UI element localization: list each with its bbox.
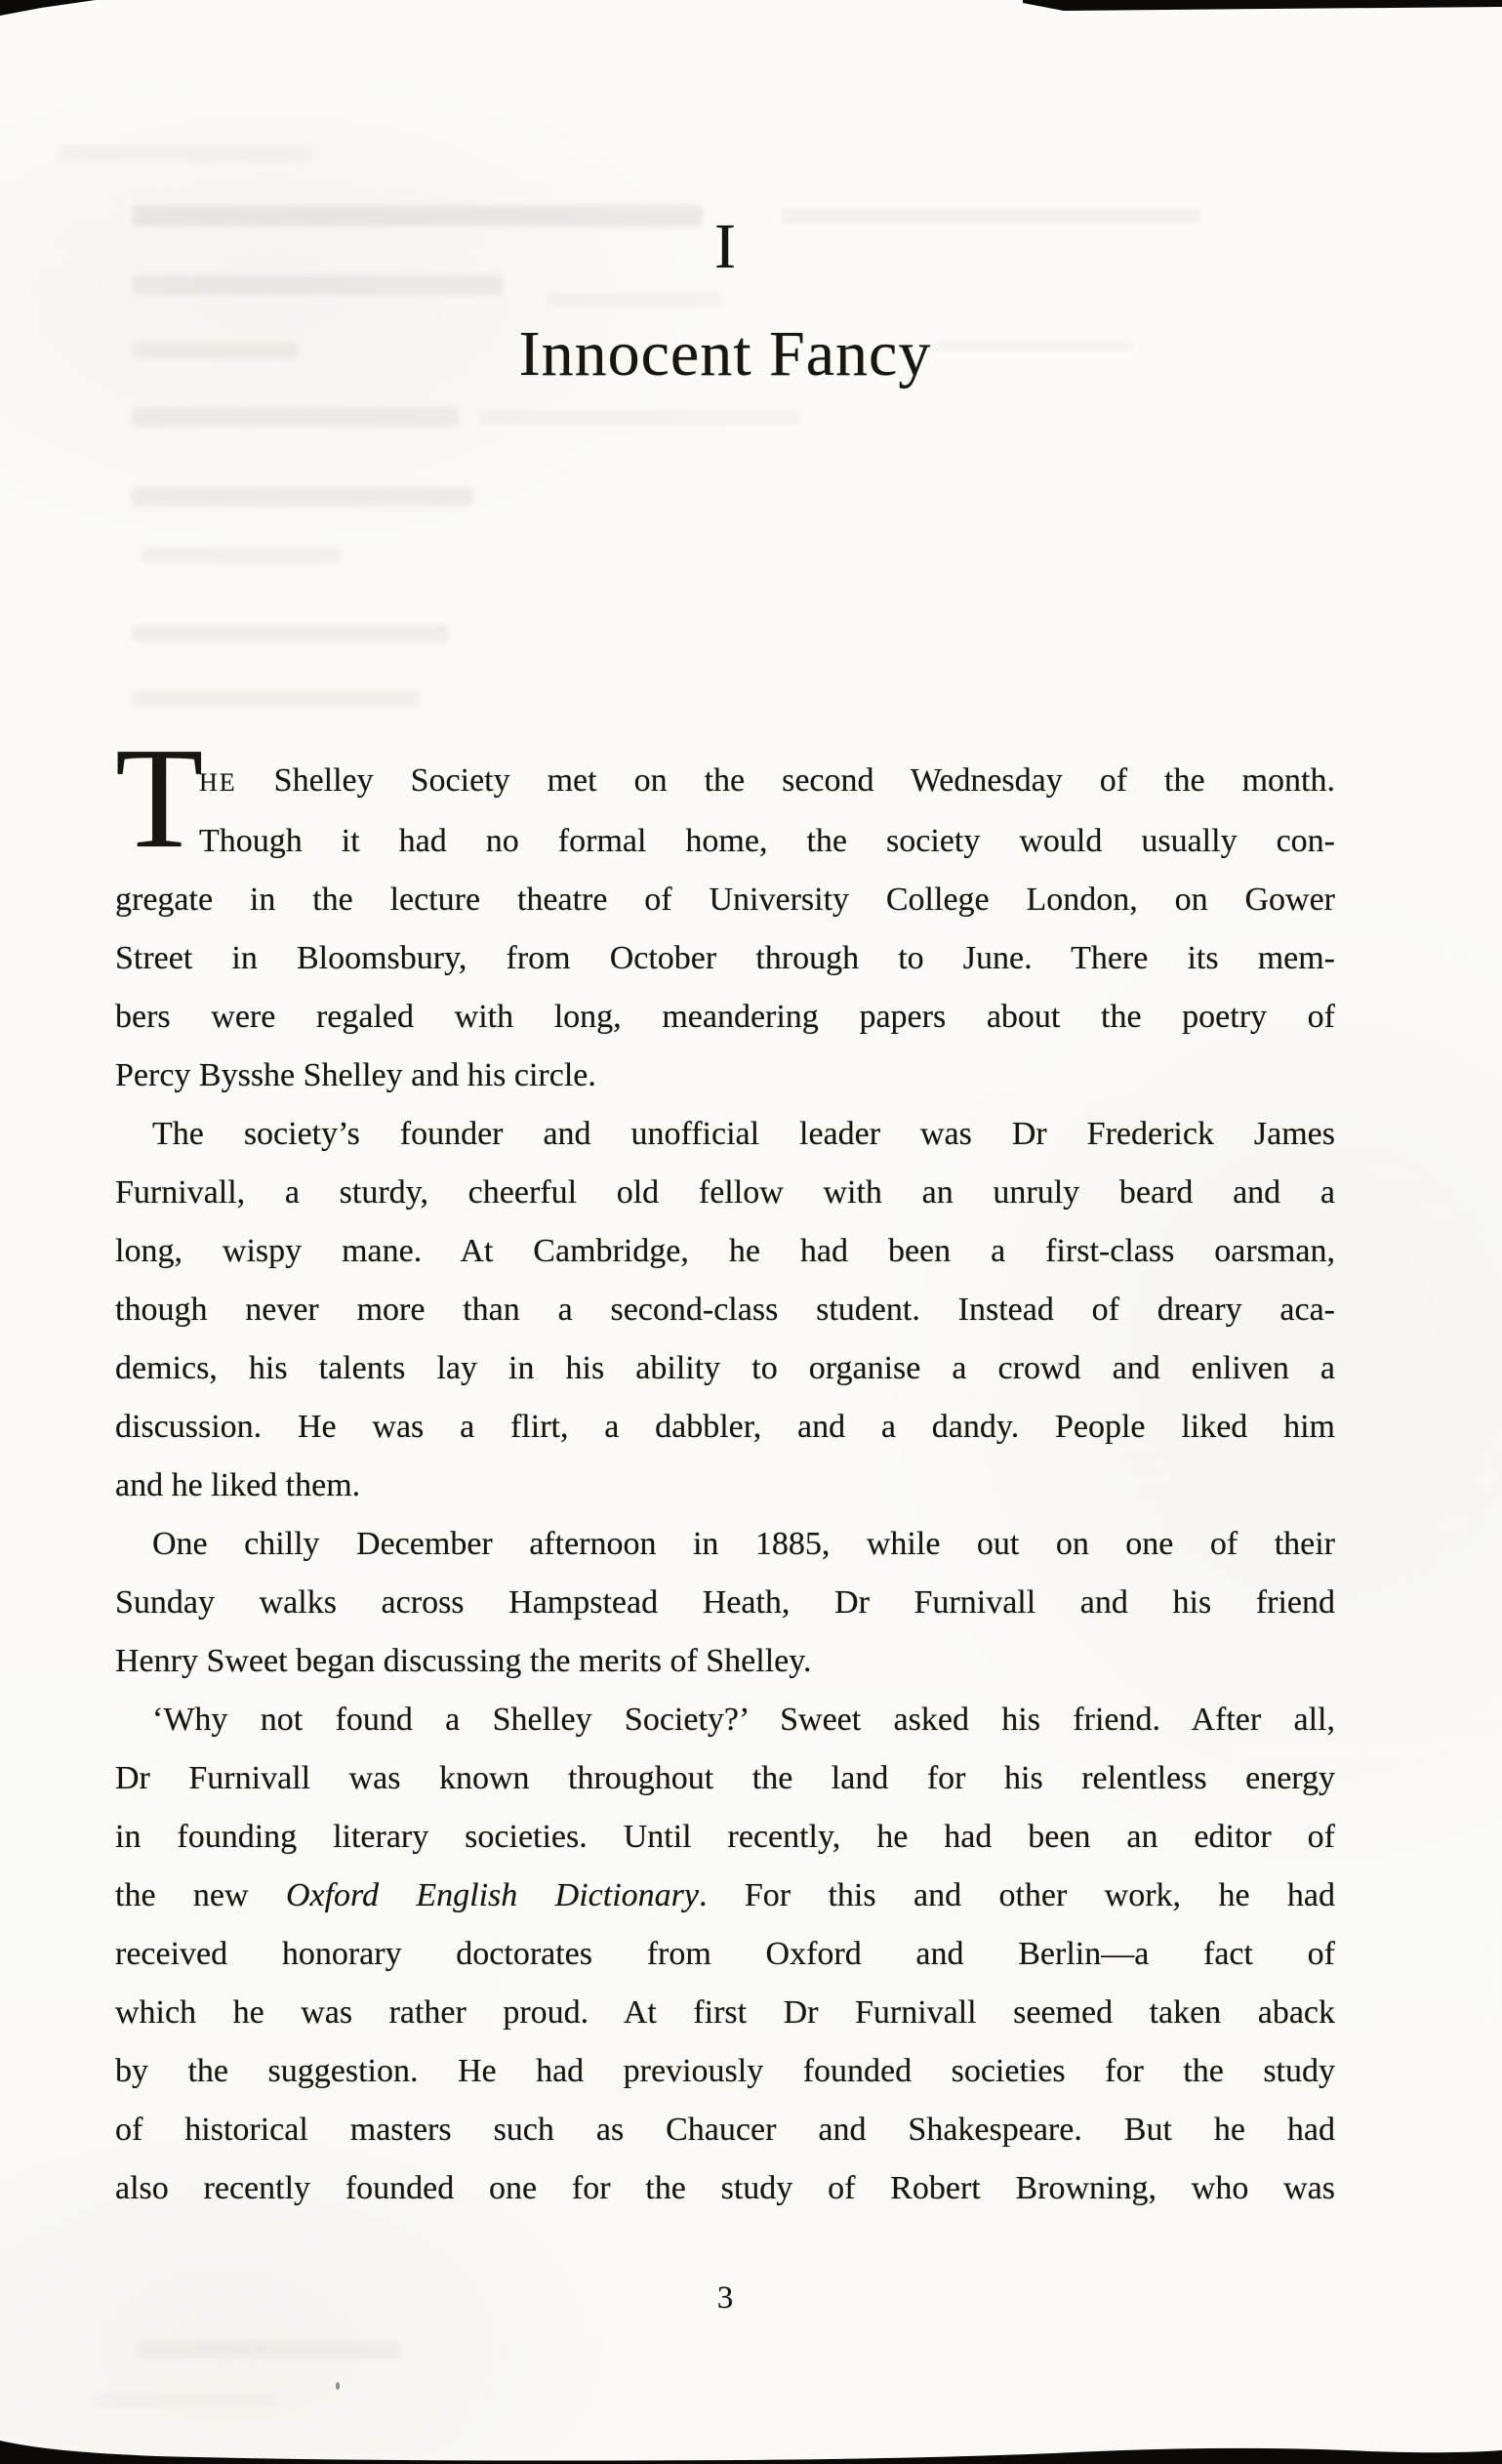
text-segment: Though it had no formal home, the society would usually con- <box>199 823 1335 859</box>
ink-speck <box>336 2382 340 2390</box>
chapter-title: Innocent Fancy <box>518 318 932 390</box>
text-segment: in founding literary societies. Until recently, he had been an editor of <box>115 1819 1335 1855</box>
text-segment: demics, his talents lay in his ability to organise a crowd and enliven a <box>115 1350 1335 1386</box>
text-segment: received honorary doctorates from Oxford and Berlin—a fact of <box>115 1936 1335 1972</box>
bleedthrough-mark <box>137 2341 400 2359</box>
text-segment: One chilly December afternoon in 1885, while out on one of their <box>152 1526 1335 1562</box>
text-segment: Oxford English Dictionary <box>285 1877 699 1913</box>
text-line <box>115 1984 1335 2042</box>
text-line <box>115 1339 1335 1398</box>
text-segment: long, wispy mane. At Cambridge, he had been a first-class oarsman, <box>115 1233 1335 1269</box>
text-line <box>115 1047 1335 1105</box>
paragraph <box>115 1515 1335 1691</box>
text-line <box>115 2159 1335 2218</box>
text-segment: Dr Furnivall was known throughout the land for his relentless energy <box>115 1760 1335 1796</box>
paragraph <box>115 1691 1335 2218</box>
chapter-number: I <box>714 211 736 282</box>
text-line <box>115 2042 1335 2101</box>
text-segment: and he liked them. <box>115 1467 361 1503</box>
text-segment: The society’s founder and unofficial leader was Dr Frederick James <box>152 1116 1335 1152</box>
paragraph <box>115 719 1335 1105</box>
text-line <box>115 812 1335 871</box>
text-line <box>115 2101 1335 2159</box>
text-segment: of historical masters such as Chaucer and Shakespeare. But he had <box>115 2112 1335 2148</box>
scan-edge-top-right <box>1023 0 1502 11</box>
bleedthrough-mark <box>132 407 459 427</box>
text-line <box>115 929 1335 988</box>
text-segment: though never more than a second-class student. Instead of dreary aca- <box>115 1292 1335 1328</box>
bleedthrough-mark <box>93 2394 278 2407</box>
bleedthrough-mark <box>142 548 342 563</box>
bleedthrough-mark <box>478 411 800 426</box>
text-segment: the new <box>115 1877 286 1913</box>
text-line <box>115 1632 1335 1691</box>
text-line <box>115 1515 1335 1574</box>
drop-cap: T <box>115 719 204 879</box>
scan-edge-bottom <box>0 2441 1502 2464</box>
text-line <box>115 871 1335 929</box>
text-segment: ‘Why not found a Shelley Society?’ Sweet asked his friend. After all, <box>152 1702 1335 1738</box>
text-line <box>115 752 1335 812</box>
text-line <box>115 1925 1335 1984</box>
bleedthrough-mark <box>132 487 473 507</box>
text-line <box>115 1749 1335 1808</box>
text-segment: Shelley Society met on the second Wednesday of the month. <box>273 762 1335 799</box>
text-line <box>115 1398 1335 1457</box>
text-line <box>115 1691 1335 1749</box>
text-line <box>115 1457 1335 1515</box>
text-segment: Percy Bysshe Shelley and his circle. <box>115 1057 596 1093</box>
page-number: 3 <box>716 2280 734 2316</box>
text-segment: also recently founded one for the study of Robert Browning, who was <box>115 2170 1335 2206</box>
text-segment: Furnivall, a sturdy, cheerful old fellow with an unruly beard and a <box>115 1174 1335 1211</box>
text-line <box>115 1574 1335 1632</box>
text-segment: by the suggestion. He had previously founded societies for the study <box>115 2053 1335 2089</box>
text-line <box>115 1867 1335 1925</box>
bleedthrough-mark <box>547 293 722 307</box>
text-line <box>115 1164 1335 1222</box>
text-segment: which he was rather proud. At first Dr Furnivall seemed taken aback <box>115 1994 1335 2031</box>
text-line <box>115 1808 1335 1867</box>
bleedthrough-mark <box>132 690 420 708</box>
text-segment: HE <box>199 768 274 797</box>
text-segment: discussion. He was a flirt, a dabbler, and a dandy. People liked him <box>115 1409 1335 1445</box>
text-line <box>115 1105 1335 1164</box>
text-line <box>115 1222 1335 1281</box>
text-block <box>115 719 1336 2218</box>
text-segment: Street in Bloomsbury, from October through to June. There its mem- <box>115 940 1335 976</box>
text-segment: . For this and other work, he had <box>698 1877 1336 1913</box>
bleedthrough-mark <box>132 625 449 642</box>
text-segment: Sunday walks across Hampstead Heath, Dr Furnivall and his friend <box>115 1584 1335 1621</box>
text-line <box>115 988 1335 1047</box>
text-segment: bers were regaled with long, meandering papers about the poetry of <box>115 999 1335 1035</box>
text-line <box>115 1281 1335 1339</box>
text-segment: gregate in the lecture theatre of University College London, on Gower <box>115 882 1335 918</box>
paragraph <box>115 1105 1335 1515</box>
scan-edge-top-left <box>0 0 96 16</box>
text-segment: Henry Sweet began discussing the merits of Shelley. <box>115 1643 812 1679</box>
bleedthrough-mark <box>59 146 312 162</box>
